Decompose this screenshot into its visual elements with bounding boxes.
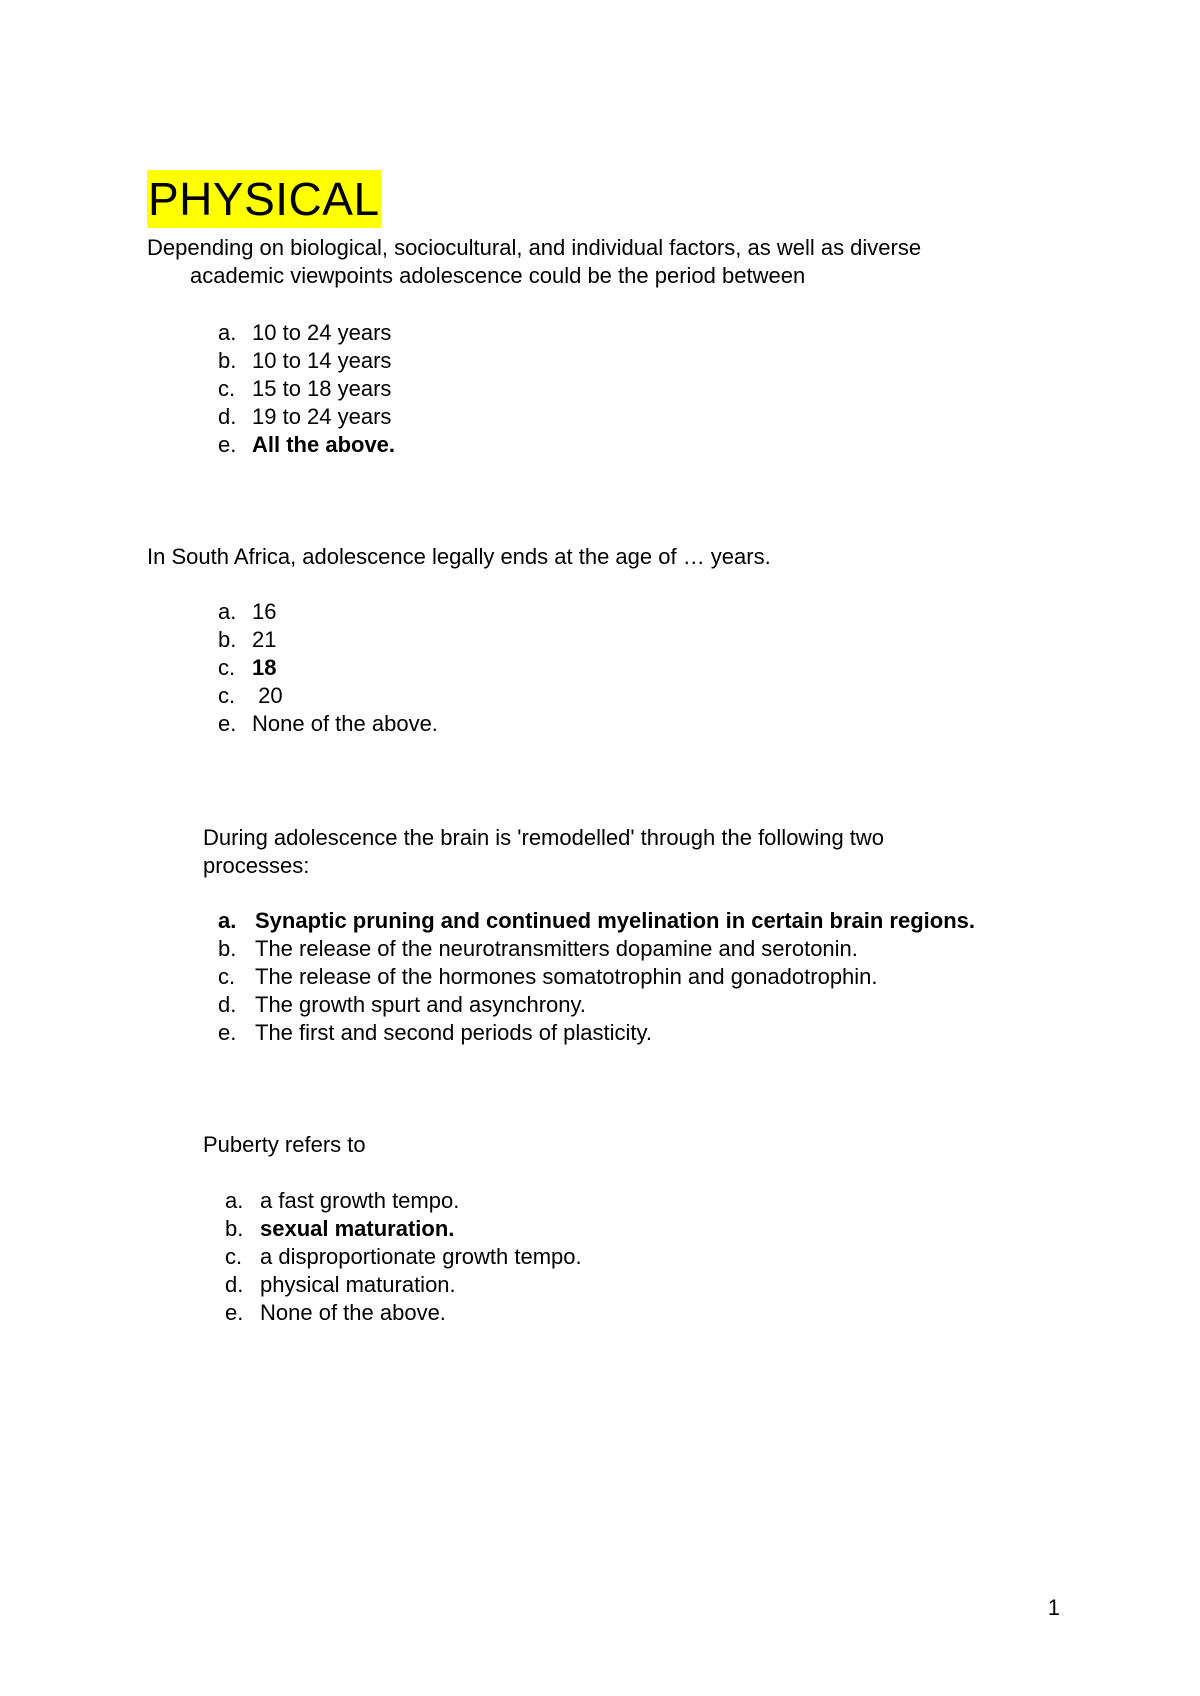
option-letter: e. bbox=[218, 432, 237, 457]
option-letter: e. bbox=[225, 1300, 244, 1325]
option-text: sexual maturation. bbox=[260, 1216, 455, 1241]
question-2-option bbox=[218, 598, 438, 626]
option-text: a fast growth tempo. bbox=[260, 1188, 460, 1213]
question-1-option bbox=[218, 431, 395, 459]
option-text: 18 bbox=[252, 655, 277, 680]
question-1-stem-line1: Depending on biological, sociocultural, and individual factors, as well as diverse bbox=[147, 235, 922, 260]
question-4-option bbox=[225, 1271, 582, 1299]
option-text: None of the above. bbox=[252, 711, 438, 736]
option-letter: d. bbox=[218, 992, 237, 1017]
question-3-option bbox=[218, 1019, 975, 1047]
option-letter: a. bbox=[218, 320, 237, 345]
option-letter: d. bbox=[225, 1272, 244, 1297]
option-text: The release of the neurotransmitters dopamine and serotonin. bbox=[255, 936, 858, 961]
question-2-option bbox=[218, 710, 438, 738]
option-text: physical maturation. bbox=[260, 1272, 456, 1297]
question-2-stem: In South Africa, adolescence legally ends at the age of … years. bbox=[147, 544, 771, 569]
question-3-stem bbox=[203, 824, 884, 880]
option-text: 21 bbox=[252, 627, 277, 652]
option-letter: b. bbox=[218, 936, 237, 961]
option-letter: a. bbox=[218, 908, 237, 933]
option-text: a disproportionate growth tempo. bbox=[260, 1244, 582, 1269]
question-3-option bbox=[218, 991, 975, 1019]
question-3-stem-line1: During adolescence the brain is 'remodelled' through the following two bbox=[203, 825, 885, 850]
option-text: The first and second periods of plasticity. bbox=[255, 1020, 653, 1045]
question-4-option bbox=[225, 1243, 582, 1271]
option-text: None of the above. bbox=[260, 1300, 446, 1325]
option-text: Synaptic pruning and continued myelination in certain brain regions. bbox=[255, 908, 975, 933]
question-1-stem-line2: academic viewpoints adolescence could be the period between bbox=[190, 263, 806, 288]
page-number: 1 bbox=[1047, 1595, 1060, 1620]
option-letter: b. bbox=[218, 348, 237, 373]
question-1-option bbox=[218, 319, 395, 347]
question-1-option bbox=[218, 375, 395, 403]
option-letter: e. bbox=[218, 1020, 237, 1045]
question-2-options bbox=[218, 598, 438, 738]
question-4-option bbox=[225, 1215, 582, 1243]
option-text: The growth spurt and asynchrony. bbox=[255, 992, 586, 1017]
option-letter: c. bbox=[218, 655, 236, 680]
question-2-option bbox=[218, 682, 438, 710]
option-text: All the above. bbox=[252, 432, 396, 457]
question-4-option bbox=[225, 1187, 582, 1215]
option-letter: d. bbox=[218, 404, 237, 429]
question-1-options bbox=[218, 319, 395, 459]
option-text: 10 to 24 years bbox=[252, 320, 392, 345]
question-3-options bbox=[218, 907, 975, 1047]
question-1-option bbox=[218, 347, 395, 375]
question-1-stem bbox=[147, 234, 921, 290]
section-title: PHYSICAL bbox=[147, 170, 381, 228]
option-letter: a. bbox=[218, 599, 237, 624]
option-letter: a. bbox=[225, 1188, 244, 1213]
question-1-option bbox=[218, 403, 395, 431]
question-2-option bbox=[218, 654, 438, 682]
question-4-option bbox=[225, 1299, 582, 1327]
question-4-stem: Puberty refers to bbox=[203, 1132, 366, 1157]
option-text: 20 bbox=[252, 683, 283, 708]
option-text: 10 to 14 years bbox=[252, 348, 392, 373]
question-3-option bbox=[218, 963, 975, 991]
option-text: 15 to 18 years bbox=[252, 376, 392, 401]
question-3-option bbox=[218, 935, 975, 963]
option-text: 19 to 24 years bbox=[252, 404, 392, 429]
option-letter: b. bbox=[218, 627, 237, 652]
question-3-option bbox=[218, 907, 975, 935]
question-3-stem-line2: processes: bbox=[203, 853, 310, 878]
option-letter: c. bbox=[225, 1244, 243, 1269]
option-letter: c. bbox=[218, 964, 236, 989]
option-text: 16 bbox=[252, 599, 277, 624]
question-2-option bbox=[218, 626, 438, 654]
option-text: The release of the hormones somatotrophin and gonadotrophin. bbox=[255, 964, 878, 989]
option-letter: e. bbox=[218, 711, 237, 736]
question-4-options bbox=[225, 1187, 582, 1327]
option-letter: b. bbox=[225, 1216, 244, 1241]
option-letter: c. bbox=[218, 683, 236, 708]
option-letter: c. bbox=[218, 376, 236, 401]
